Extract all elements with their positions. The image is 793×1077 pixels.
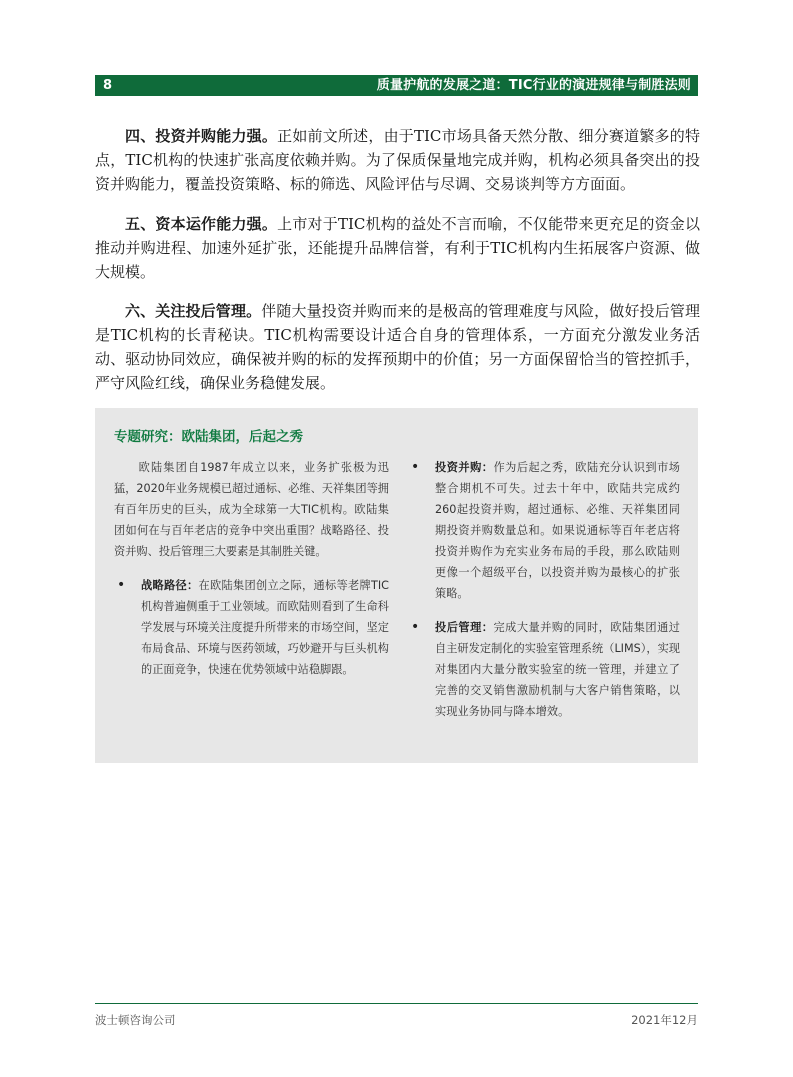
case-study-left-column — [114, 457, 389, 680]
footer-date: 2021年12月 — [631, 1013, 698, 1027]
running-title: 质量护航的发展之道：TIC行业的演进规律与制胜法则 — [376, 78, 691, 93]
paragraph-text: 上市对于TIC机构的益处不言而喻，不仅能带来更充足的资金以推动并购进程、加速外延扩张，还能提升品牌信誉，有利于TIC机构内生拓展客户资源、做大规模。 — [95, 215, 700, 281]
bullet-label: 投后管理： — [435, 621, 494, 634]
bullet-investment — [408, 457, 680, 604]
bullet-dot-icon: • — [411, 459, 420, 475]
paragraph-lead: 五、资本运作能力强。 — [125, 215, 278, 233]
header-bar — [95, 75, 698, 96]
paragraph-text: 伴随大量投资并购而来的是极高的管理难度与风险，做好投后管理是TIC机构的长青秘诀。TIC机构需要设计适合自身的管理体系，一方面充分激发业务活动、驱动协同效应，确保被并购的标的发挥预期中的价值；另一方面保留恰当的管控抓手，严守风险红线，确保业务稳健发展。 — [95, 302, 700, 392]
paragraph-capital-operation — [95, 212, 700, 284]
case-study-right-column — [408, 457, 680, 722]
bullet-label: 战略路径： — [141, 579, 199, 592]
paragraph-post-investment — [95, 299, 700, 395]
footer-divider — [95, 1003, 698, 1004]
bullet-label: 投资并购： — [435, 461, 494, 474]
page-number: 8 — [103, 78, 113, 93]
case-study-intro: 欧陆集团自1987年成立以来，业务扩张极为迅猛，2020年业务规模已超过通标、必维、天祥集团等拥有百年历史的巨头，成为全球第一大TIC机构。欧陆集团如何在与百年老店的竞争中突出重围？战略路径、投资并购、投后管理三大要素是其制胜关键。 — [114, 461, 389, 558]
case-study-box — [95, 408, 698, 763]
footer-publisher: 波士顿咨询公司 — [95, 1013, 176, 1027]
bullet-text: 作为后起之秀，欧陆充分认识到市场整合期机不可失。过去十年中，欧陆共完成约260起投资并购，超过通标、必维、天祥集团同期投资并购数量总和。如果说通标等百年老店将投资并购作为充实业务布局的手段，那么欧陆则更像一个超级平台，以投资并购为最核心的扩张策略。 — [435, 461, 680, 600]
bullet-strategy — [114, 575, 389, 680]
bullet-text: 完成大量并购的同时，欧陆集团通过自主研发定制化的实验室管理系统（LIMS），实现对集团内大量分散实验室的统一管理，并建立了完善的交叉销售激励机制与大客户销售策略，以实现业务协同与降本增效。 — [435, 621, 680, 718]
bullet-text: 在欧陆集团创立之际，通标等老牌TIC机构普遍侧重于工业领域。而欧陆则看到了生命科学发展与环境关注度提升所带来的市场空间，坚定布局食品、环境与医药领域，巧妙避开与巨头机构的正面竞争，快速在优势领域中站稳脚跟。 — [141, 579, 389, 676]
paragraph-investment-capability — [95, 124, 700, 196]
case-study-title: 专题研究：欧陆集团，后起之秀 — [114, 429, 303, 445]
bullet-post-management — [408, 617, 680, 722]
paragraph-lead: 六、关注投后管理。 — [125, 302, 262, 320]
bullet-dot-icon: • — [411, 619, 420, 635]
paragraph-text: 正如前文所述，由于TIC市场具备天然分散、细分赛道繁多的特点，TIC机构的快速扩张高度依赖并购。为了保质保量地完成并购，机构必须具备突出的投资并购能力，覆盖投资策略、标的筛选、风险评估与尽调、交易谈判等方方面面。 — [95, 127, 700, 193]
bullet-dot-icon: • — [117, 577, 126, 593]
paragraph-lead: 四、投资并购能力强。 — [125, 127, 278, 145]
